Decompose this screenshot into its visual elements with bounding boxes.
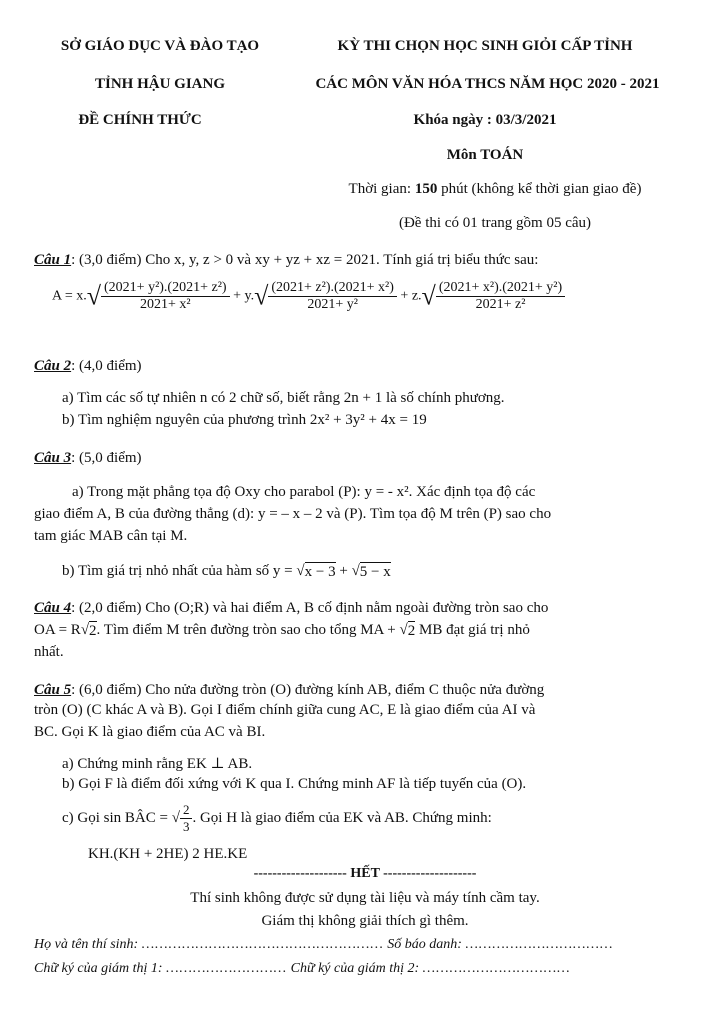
subject: Môn TOÁN (446, 147, 524, 163)
question-4: Câu 4: (2,0 điểm) Cho (O;R) và hai điểm A, B cố định nằm ngoài đường tròn sao cho (34, 600, 549, 616)
official-label: ĐỀ CHÍNH THỨC (78, 112, 202, 128)
footer-note-1: Thí sinh không được sử dụng tài liệu và máy tính cầm tay. (190, 890, 540, 906)
question-5b: b) Gọi F là điểm đối xứng với K qua I. Chứng minh AF là tiếp tuyến của (O). (62, 776, 527, 792)
question-5a: a) Chứng minh rằng EK ⊥ AB. (62, 756, 253, 772)
dept-name: SỞ GIÁO DỤC VÀ ĐÀO TẠO (60, 38, 260, 54)
question-3a-line2: giao điểm A, B của đường thẳng (d): y = – x – 2 và (P). Tìm tọa độ M trên (P) sao cho (34, 506, 552, 522)
exam-title: KỲ THI CHỌN HỌC SINH GIỎI CẤP TỈNH (337, 38, 633, 54)
question-5c-line2: KH.(KH + 2HE) 2 HE.KE (88, 846, 248, 862)
time-info: Thời gian: 150 phút (không kể thời gian giao đề) (348, 181, 642, 197)
exam-subtitle: CÁC MÔN VĂN HÓA THCS NĂM HỌC 2020 - 2021 (315, 76, 660, 92)
question-2b: b) Tìm nghiệm nguyên của phương trình 2x² + 3y² + 4x = 19 (62, 412, 427, 428)
end-marker: -------------------- HẾT -------------------- (253, 866, 477, 881)
question-2a: a) Tìm các số tự nhiên n có 2 chữ số, biết rằng 2n + 1 là số chính phương. (62, 390, 505, 406)
question-3b: b) Tìm giá trị nhỏ nhất của hàm số y = √x − 3 + √5 − x (62, 562, 391, 580)
exam-date: Khóa ngày : 03/3/2021 (413, 112, 557, 128)
question-4-line2: OA = R√2. Tìm điểm M trên đường tròn sao cho tổng MA + √2 MB đạt giá trị nhỏ (34, 621, 530, 639)
question-4-line3: nhất. (34, 644, 64, 660)
candidate-line: Họ và tên thí sinh: ……………………………………………… Số báo danh: …………………………… (34, 937, 614, 952)
page-info: (Đề thi có 01 trang gồm 05 câu) (398, 215, 592, 231)
question-3: Câu 3: (5,0 điểm) (34, 450, 142, 466)
question-5-line3: BC. Gọi K là giao điểm của AC và BI. (34, 724, 266, 740)
signature-line: Chữ ký của giám thị 1: ……………………… Chữ ký của giám thị 2: …………………………… (34, 961, 571, 976)
footer-note-2: Giám thị không giải thích gì thêm. (261, 913, 469, 929)
question-5-line2: tròn (O) (C khác A và B). Gọi I điểm chính giữa cung AC, E là giao điểm của AI và (34, 702, 536, 718)
question-2: Câu 2: (4,0 điểm) (34, 358, 142, 374)
question-3a-line1: a) Trong mặt phẳng tọa độ Oxy cho parabol (P): y = - x². Xác định tọa độ các (72, 484, 536, 500)
question-5c: c) Gọi sin BÂC = √ $\frac{2}{3}$ . Gọi H là giao điểm của EK và AB. Chứng minh: (62, 802, 492, 834)
question-5: Câu 5: (6,0 điểm) Cho nửa đường tròn (O) đường kính AB, điểm C thuộc nửa đường (34, 682, 545, 698)
province-name: TỈNH HẬU GIANG (94, 76, 225, 92)
question-3a-line3: tam giác MAB cân tại M. (34, 528, 188, 544)
formula-a: A = x.√ $\frac{\text{(2021+ y²).(2021+ z²)}}{\text{2021+ x²}}$ + y.√ $\frac{\text{(2021+ z²).(2021+ x²)}}{\text{2021+ y²}}$ + z.√ $\frac{\text{(2021+ x²).(2021+ y²)}}{\text{2021+ z²}}$ (52, 280, 565, 313)
question-1: Câu 1: (3,0 điểm) Cho x, y, z > 0 và xy + yz + xz = 2021. Tính giá trị biểu thức sau: (34, 252, 539, 268)
